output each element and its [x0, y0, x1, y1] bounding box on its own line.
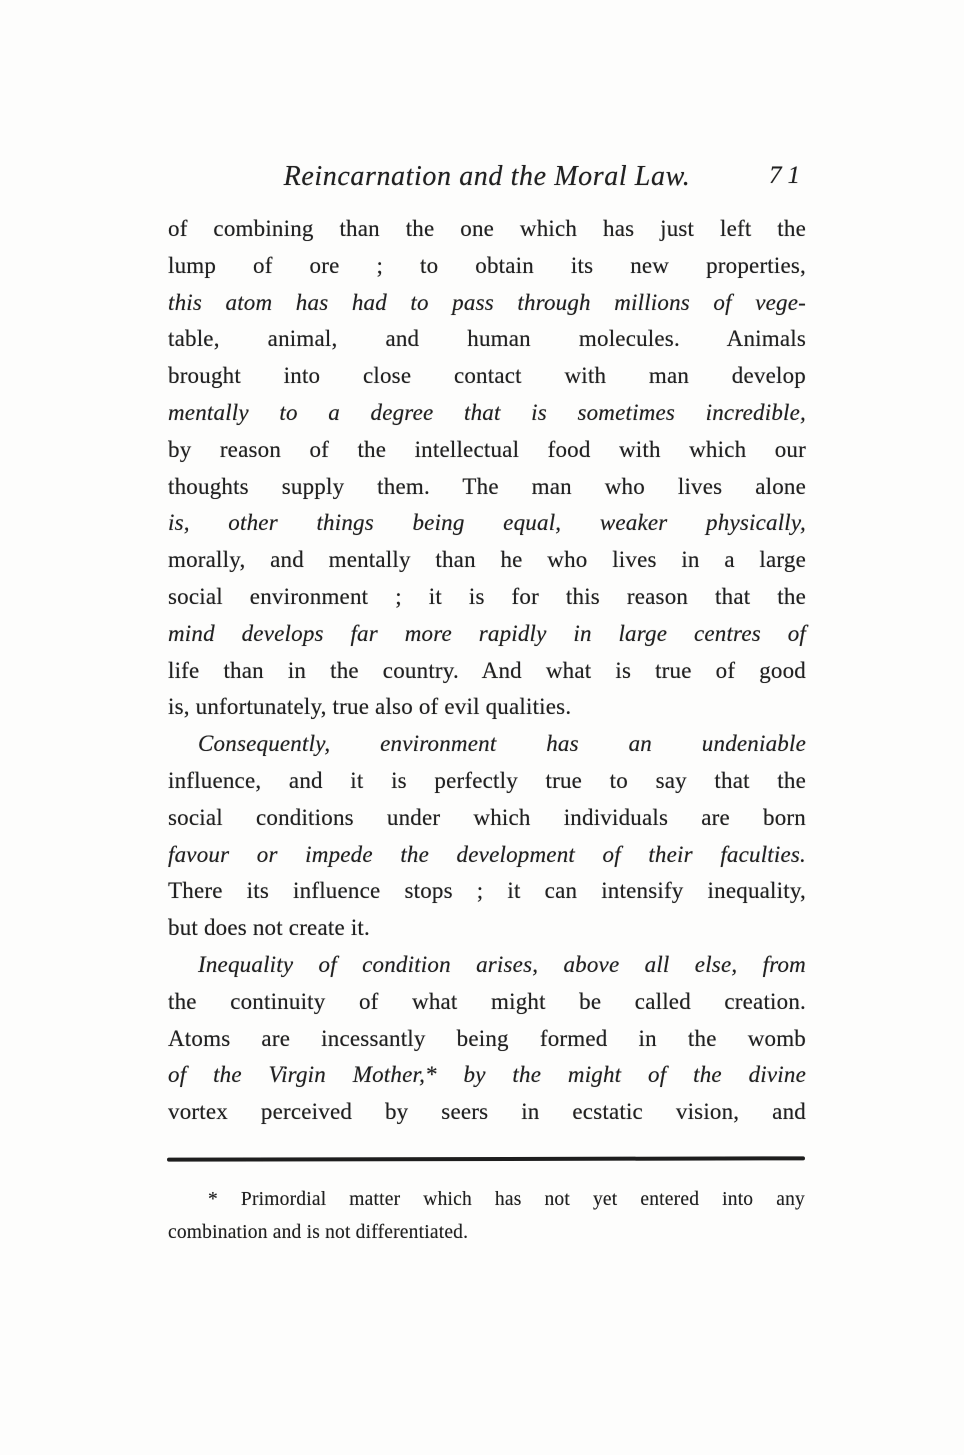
- text-line: social environment ; it is for this reason that the: [168, 583, 806, 609]
- footnote-line: * Primordial matter which has not yet entered into any: [208, 1189, 805, 1210]
- footnote-divider: [167, 1156, 805, 1161]
- running-head: [168, 158, 806, 200]
- text-line: is, other things being equal, weaker physically,: [168, 510, 806, 536]
- text-line: lump of ore ; to obtain its new properties,: [168, 252, 806, 278]
- footnote: [168, 1184, 805, 1249]
- text-line: but does not create it.: [168, 915, 370, 941]
- text-line: the continuity of what might be called creation.: [168, 988, 806, 1014]
- text-line: favour or impede the development of their faculties.: [168, 841, 806, 867]
- text-line: morally, and mentally than he who lives in a large: [168, 547, 806, 573]
- text-line: of the Virgin Mother,* by the might of the divine: [168, 1062, 806, 1088]
- page-title: Reincarnation and the Moral Law.: [283, 161, 691, 192]
- text-line: life than in the country. And what is true of good: [168, 657, 806, 683]
- text-line: There its influence stops ; it can intensify inequality,: [168, 878, 806, 904]
- text-line: is, unfortunately, true also of evil qualities.: [168, 694, 572, 720]
- text-line: this atom has had to pass through millions of vege-: [168, 289, 806, 315]
- text-line: Atoms are incessantly being formed in the womb: [168, 1025, 806, 1051]
- text-line: influence, and it is perfectly true to say that the: [168, 767, 806, 793]
- text-line: by reason of the intellectual food with which our: [168, 436, 806, 462]
- text-line: mentally to a degree that is sometimes incredible,: [168, 399, 806, 425]
- text-line: of combining than the one which has just left the: [168, 216, 806, 241]
- text-line: social conditions under which individuals are born: [168, 804, 806, 830]
- text-line: table, animal, and human molecules. Animals: [168, 326, 806, 352]
- text-line: Consequently, environment has an undeniable: [198, 731, 806, 757]
- text-line: thoughts supply them. The man who lives alone: [168, 473, 806, 499]
- text-line: Inequality of condition arises, above all else, from: [198, 951, 806, 977]
- text-line: brought into close contact with man develop: [168, 363, 806, 389]
- text-line: vortex perceived by seers in ecstatic vision, and: [168, 1099, 806, 1125]
- body-text: [168, 211, 806, 1131]
- text-line: mind develops far more rapidly in large centres of: [168, 620, 806, 646]
- page-number: 71: [769, 162, 806, 189]
- footnote-line: combination and is not differentiated.: [168, 1221, 469, 1243]
